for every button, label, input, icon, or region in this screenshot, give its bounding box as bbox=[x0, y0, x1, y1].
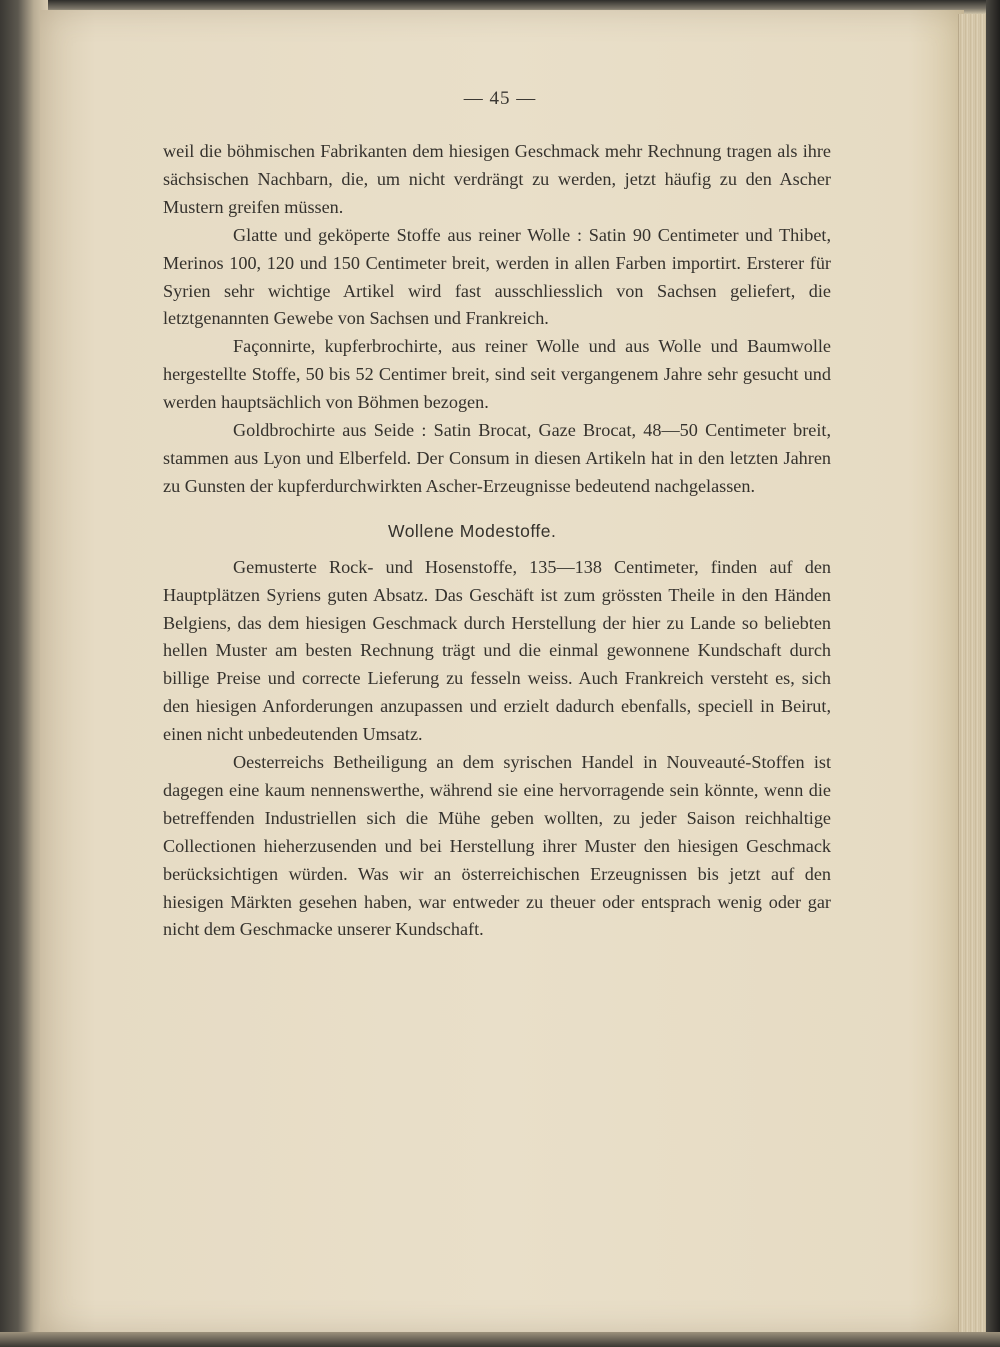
paragraph: Glatte und geköperte Stoffe aus reiner Wolle : Satin 90 Centimeter und Thibet, Merinos 100, 120 und 150 Centimeter breit, werden in allen Farben importirt. Ersterer für Syrien sehr wichtige Artikel wird fast ausschliesslich von Sachsen geliefert, die letztgenannten Gewebe von Sachsen und Frankreich. bbox=[163, 224, 831, 329]
paragraph: Gemusterte Rock- und Hosenstoffe, 135—138 Centimeter, finden auf den Hauptplätzen Syriens guten Absatz. Das Geschäft ist zum grössten Theile in den Händen Belgiens, das dem hiesigen Geschmack durch Herstellung der hier zu Lande so beliebten hellen Muster am besten Rechnung trägt und die einmal gewonnene Kundschaft durch billige Preise und correcte Lieferung zu fesseln weiss. Auch Frankreich versteht es, sich den hiesigen Anforderungen anzupassen und erzielt dadurch ebenfalls, speciell in Beirut, einen nicht unbedeutenden Umsatz. bbox=[163, 556, 831, 745]
paragraph: Façonnirte, kupferbrochirte, aus reiner Wolle und aus Wolle und Baumwolle hergestellte Stoffe, 50 bis 52 Centimer breit, sind seit vergangenem Jahre sehr gesucht und werden hauptsächlich von Böhmen bezogen. bbox=[163, 336, 831, 413]
scan-bottom-edge bbox=[0, 1332, 1000, 1347]
paragraph: Oesterreichs Betheiligung an dem syrischen Handel in Nouveauté-Stoffen ist dagegen eine kaum nennenswerthe, während sie eine hervorragende sein könnte, wenn die betreffenden Industriellen sich die Mühe geben wollten, zu jeder Saison reichhaltige Collectionen hieherzusenden und bei Herstellung ihrer Muster den hiesigen Geschmack berücksichtigen würden. Was wir an österreichischen Erzeugnissen bis jetzt auf den hiesigen Märkten gesehen haben, war entweder zu theuer oder entsprach wenig oder gar nicht dem Geschmacke unserer Kundschaft. bbox=[163, 752, 831, 940]
body-text bbox=[163, 138, 831, 944]
book-cover-edge bbox=[986, 0, 1000, 1347]
paragraph: Goldbrochirte aus Seide : Satin Brocat, Gaze Brocat, 48—50 Centimeter breit, stammen aus Lyon und Elberfeld. Der Consum in diesen Artikeln hat in den letzten Jahren zu Gunsten der kupferdurchwirkten Ascher-Erzeugnisse bedeutend nachgelassen. bbox=[163, 420, 831, 496]
section-heading: Wollene Modestoffe. bbox=[388, 520, 557, 541]
page-number: — 45 — bbox=[463, 88, 537, 109]
paragraph: weil die böhmischen Fabrikanten dem hiesigen Geschmack mehr Rechnung tragen als ihre sächsischen Nachbarn, die, um nicht verdrängt zu werden, jetzt häufig zu den Ascher Mustern greifen müssen. bbox=[163, 141, 831, 217]
page-edges bbox=[958, 14, 989, 1332]
